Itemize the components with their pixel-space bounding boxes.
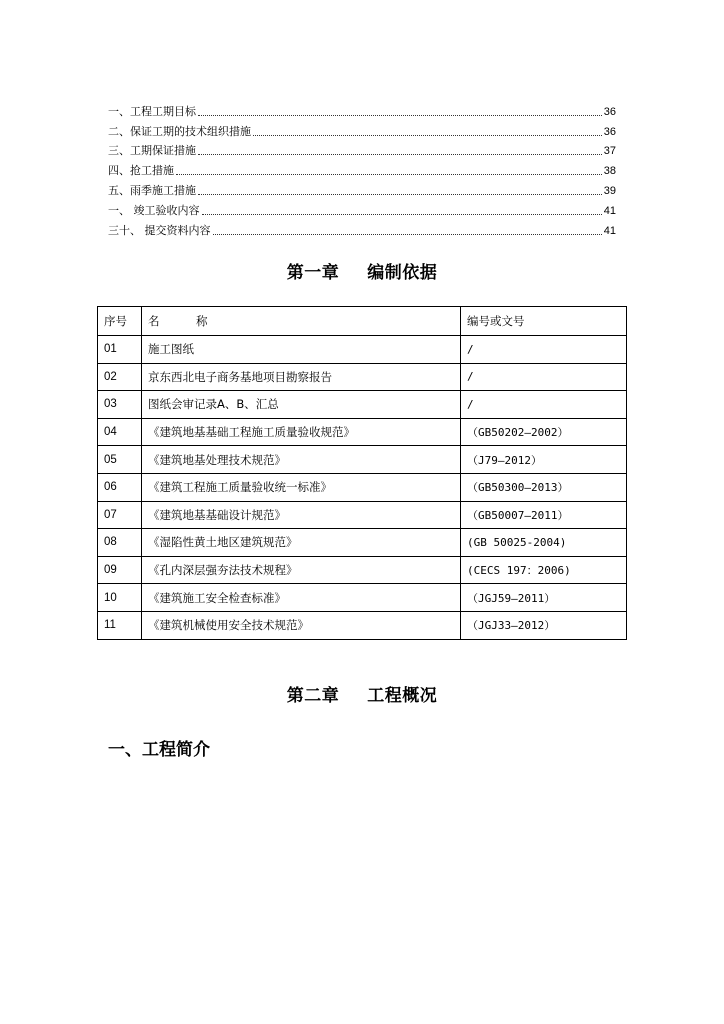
table-row	[98, 556, 627, 584]
row-no: 06	[98, 473, 142, 501]
table-row	[98, 391, 627, 419]
table-row	[98, 418, 627, 446]
row-name: 《建筑工程施工质量验收统一标准》	[142, 473, 461, 501]
toc-entry-page: 37	[603, 145, 616, 158]
toc-entry-page: 39	[603, 184, 616, 197]
row-no: 02	[98, 363, 142, 391]
chapter-one-number: 第一章	[286, 263, 340, 283]
table-row	[98, 501, 627, 529]
table-row	[98, 584, 627, 612]
toc-entry-page: 36	[603, 105, 616, 118]
toc-entry[interactable]	[108, 178, 616, 198]
row-no: 11	[98, 611, 142, 639]
toc-entry[interactable]	[108, 158, 616, 178]
row-code: /	[461, 363, 627, 391]
section-heading: 一、工程简介	[108, 740, 210, 760]
row-name: 施工图纸	[142, 336, 461, 364]
table-row	[98, 529, 627, 557]
chapter-two-heading	[0, 681, 724, 706]
header-code: 编号或文号	[461, 307, 627, 336]
toc-leader-dots	[176, 173, 602, 175]
row-name: 《建筑地基基础设计规范》	[142, 501, 461, 529]
toc-entry-label: 一、 竣工验收内容	[108, 203, 200, 217]
row-code: (GB 50025-2004)	[461, 529, 627, 557]
toc-leader-dots	[198, 193, 602, 195]
table-row	[98, 336, 627, 364]
toc-entry-page: 36	[603, 125, 616, 138]
row-code: （JGJ33—2012）	[461, 611, 627, 639]
row-code: （GB50202—2002）	[461, 418, 627, 446]
toc-leader-dots	[198, 114, 602, 116]
row-name: 《建筑地基处理技术规范》	[142, 446, 461, 474]
toc-leader-dots	[213, 233, 602, 235]
row-no: 05	[98, 446, 142, 474]
row-name: 《建筑施工安全检查标准》	[142, 584, 461, 612]
basis-table	[97, 306, 627, 640]
row-name: 《湿陷性黄土地区建筑规范》	[142, 529, 461, 557]
row-name: 《建筑机械使用安全技术规范》	[142, 611, 461, 639]
header-no: 序号	[98, 307, 142, 336]
table-row	[98, 473, 627, 501]
chapter-two-title: 工程概况	[367, 686, 438, 706]
row-no: 08	[98, 529, 142, 557]
row-code: (CECS 197：2006)	[461, 556, 627, 584]
row-name: 《建筑地基基础工程施工质量验收规范》	[142, 418, 461, 446]
row-name: 京东西北电子商务基地项目勘察报告	[142, 363, 461, 391]
toc-entry-label: 五、雨季施工措施	[108, 183, 196, 197]
row-no: 03	[98, 391, 142, 419]
toc-entry[interactable]	[108, 198, 616, 218]
toc-entry-label: 三、工期保证措施	[108, 144, 196, 158]
row-code: （JGJ59—2011）	[461, 584, 627, 612]
toc-leader-dots	[198, 153, 602, 155]
toc-entry[interactable]	[108, 99, 616, 119]
table-row	[98, 446, 627, 474]
table-header-row	[98, 307, 627, 336]
row-name: 《孔内深层强夯法技术规程》	[142, 556, 461, 584]
row-name: 图纸会审记录A、B、汇总	[142, 391, 461, 419]
toc-entry-label: 四、抢工措施	[108, 164, 174, 178]
row-code: （J79—2012）	[461, 446, 627, 474]
toc-entry-page: 41	[603, 224, 616, 237]
chapter-two-number: 第二章	[286, 686, 340, 706]
toc-leader-dots	[253, 134, 602, 136]
row-no: 07	[98, 501, 142, 529]
row-code: （GB50007—2011）	[461, 501, 627, 529]
table-of-contents	[108, 99, 616, 238]
toc-entry-label: 二、保证工期的技术组织措施	[108, 124, 251, 138]
row-code: /	[461, 336, 627, 364]
toc-entry-page: 41	[603, 204, 616, 217]
row-code: /	[461, 391, 627, 419]
toc-entry-page: 38	[603, 165, 616, 178]
toc-entry-label: 三十、 提交资料内容	[108, 223, 211, 237]
table-row	[98, 363, 627, 391]
row-no: 09	[98, 556, 142, 584]
toc-leader-dots	[202, 213, 602, 215]
row-no: 04	[98, 418, 142, 446]
toc-entry[interactable]	[108, 119, 616, 139]
toc-entry[interactable]	[108, 139, 616, 159]
row-no: 10	[98, 584, 142, 612]
header-name: 名 称	[142, 307, 461, 336]
toc-entry-label: 一、工程工期目标	[108, 104, 196, 118]
table-row	[98, 611, 627, 639]
toc-entry[interactable]	[108, 218, 616, 238]
row-code: （GB50300—2013）	[461, 473, 627, 501]
chapter-one-title: 编制依据	[367, 263, 438, 283]
row-no: 01	[98, 336, 142, 364]
chapter-one-heading	[0, 258, 724, 283]
